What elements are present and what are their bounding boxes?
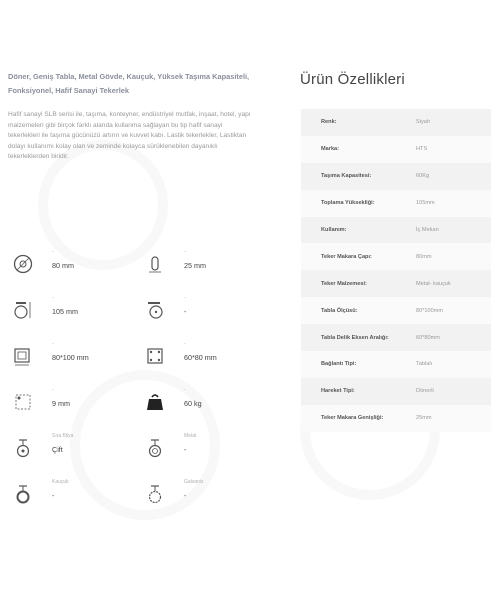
property-value: 80mm xyxy=(416,253,432,260)
spec-cell xyxy=(8,477,128,517)
property-key: Tabla Ölçüsü: xyxy=(321,307,358,314)
property-row xyxy=(301,297,491,324)
spec-value: - xyxy=(52,491,55,500)
property-value: 60Kg xyxy=(416,173,430,180)
spec-value: 80*100 mm xyxy=(52,353,89,362)
property-key: Teker Makara Genişliği: xyxy=(321,415,384,422)
spec-value: 60 kg xyxy=(184,399,202,408)
spec-value: 80 mm xyxy=(52,261,74,270)
property-key: Tabla Delik Eksen Aralığı: xyxy=(321,334,389,341)
spec-value: 25 mm xyxy=(184,261,206,270)
spec-label: - xyxy=(184,341,186,347)
product-headline: Döner, Geniş Tabla, Metal Gövde, Kauçuk, Yüksek Taşıma Kapasiteli, Fonksiyonel, Hafif Sanayi Tekerlek xyxy=(8,72,250,95)
property-key: Bağlantı Tipi: xyxy=(321,361,357,368)
product-summary xyxy=(8,70,253,163)
property-row xyxy=(301,190,491,217)
bearing-icon xyxy=(12,437,34,459)
load-weight-icon xyxy=(144,391,166,413)
spec-label: - xyxy=(184,295,186,301)
bolt-hole-icon xyxy=(12,391,34,413)
property-row xyxy=(301,136,491,163)
property-value: Siyah xyxy=(416,119,430,126)
spec-cell xyxy=(140,477,260,517)
property-value: HTS xyxy=(416,146,428,153)
property-key: Renk: xyxy=(321,119,337,126)
spec-row xyxy=(8,339,248,385)
properties-table xyxy=(301,109,491,432)
spec-cell xyxy=(140,385,260,425)
property-value: İç Mekan xyxy=(416,227,439,233)
property-row xyxy=(301,378,491,405)
spec-row xyxy=(8,431,248,477)
properties-title: Ürün Özellikleri xyxy=(300,71,405,88)
spec-row xyxy=(8,477,248,523)
property-key: Taşıma Kapasitesi: xyxy=(321,173,372,180)
property-key: Hareket Tipi: xyxy=(321,388,355,395)
spec-label: - xyxy=(52,249,54,255)
spec-value: - xyxy=(184,445,187,454)
spec-cell xyxy=(8,431,128,471)
spec-row xyxy=(8,293,248,339)
spec-row xyxy=(8,247,248,293)
spec-value: 60*80 mm xyxy=(184,353,217,362)
property-key: Teker Malzemesi: xyxy=(321,280,367,287)
property-row xyxy=(301,109,491,136)
property-value: Tablalı xyxy=(416,361,433,368)
spec-value: - xyxy=(184,307,187,316)
mounting-height-icon xyxy=(12,299,34,321)
property-key: Teker Makara Çapı: xyxy=(321,253,372,260)
property-value: Metal- kauçuk xyxy=(416,280,451,287)
property-row xyxy=(301,243,491,270)
spec-icon-grid xyxy=(8,247,248,523)
hub-material-icon xyxy=(144,437,166,459)
property-value: 80*100mm xyxy=(416,307,444,314)
property-row xyxy=(301,270,491,297)
spec-value: Çift xyxy=(52,445,63,454)
spec-cell xyxy=(140,247,260,287)
property-row xyxy=(301,351,491,378)
product-description: Hafif sanayi SLB serisi ile, taşıma, konteyner, endüstriyel mutfak, inşaat, hotel, yapı malzemeleri gibi birçok farklı alanda kullanma sağlayan bu tip hafif sanayi tekerlekleri ile taşıma gücünüzü artırın ve kuvvet kabı. Lastik tekerlekler, Lastiktan dolayı kullanımı kolay olan ve zeminde kolayca sürüklenebilen dayanıklı tekerleklerden biridir. xyxy=(8,111,251,161)
property-value: 25mm xyxy=(416,415,432,422)
spec-label: Kauçuk xyxy=(52,479,69,485)
plate-size-icon xyxy=(12,345,34,367)
spec-label: Metal xyxy=(184,433,197,439)
property-key: Marka: xyxy=(321,146,340,153)
wheel-diameter-icon xyxy=(12,253,34,275)
spec-cell xyxy=(8,385,128,425)
spec-value: - xyxy=(184,491,187,500)
wheel-width-icon xyxy=(144,253,166,275)
spec-label: - xyxy=(184,249,186,255)
spec-row xyxy=(8,385,248,431)
tread-material-icon xyxy=(12,483,34,505)
spec-label: - xyxy=(52,387,54,393)
property-row xyxy=(301,324,491,351)
spec-cell xyxy=(8,293,128,333)
coating-icon xyxy=(144,483,166,505)
spec-value: 105 mm xyxy=(52,307,78,316)
spec-cell xyxy=(140,339,260,379)
property-row xyxy=(301,405,491,432)
spec-label: Galvaniz xyxy=(184,479,204,485)
offset-icon xyxy=(144,299,166,321)
property-value: 105mm xyxy=(416,200,435,207)
hole-spacing-icon xyxy=(144,345,166,367)
spec-value: 9 mm xyxy=(52,399,70,408)
spec-label: - xyxy=(184,387,186,393)
property-key: Toplama Yüksekliği: xyxy=(321,200,375,207)
spec-label: Sıra Bilya xyxy=(52,433,74,439)
spec-cell xyxy=(8,339,128,379)
property-row xyxy=(301,163,491,190)
property-row xyxy=(301,217,491,244)
property-key: Kullanım: xyxy=(321,227,347,233)
spec-cell xyxy=(140,293,260,333)
spec-cell xyxy=(8,247,128,287)
property-value: Dönerli xyxy=(416,388,434,395)
spec-label: - xyxy=(52,295,54,301)
property-value: 60*80mm xyxy=(416,334,440,341)
spec-cell xyxy=(140,431,260,471)
spec-label: - xyxy=(52,341,54,347)
